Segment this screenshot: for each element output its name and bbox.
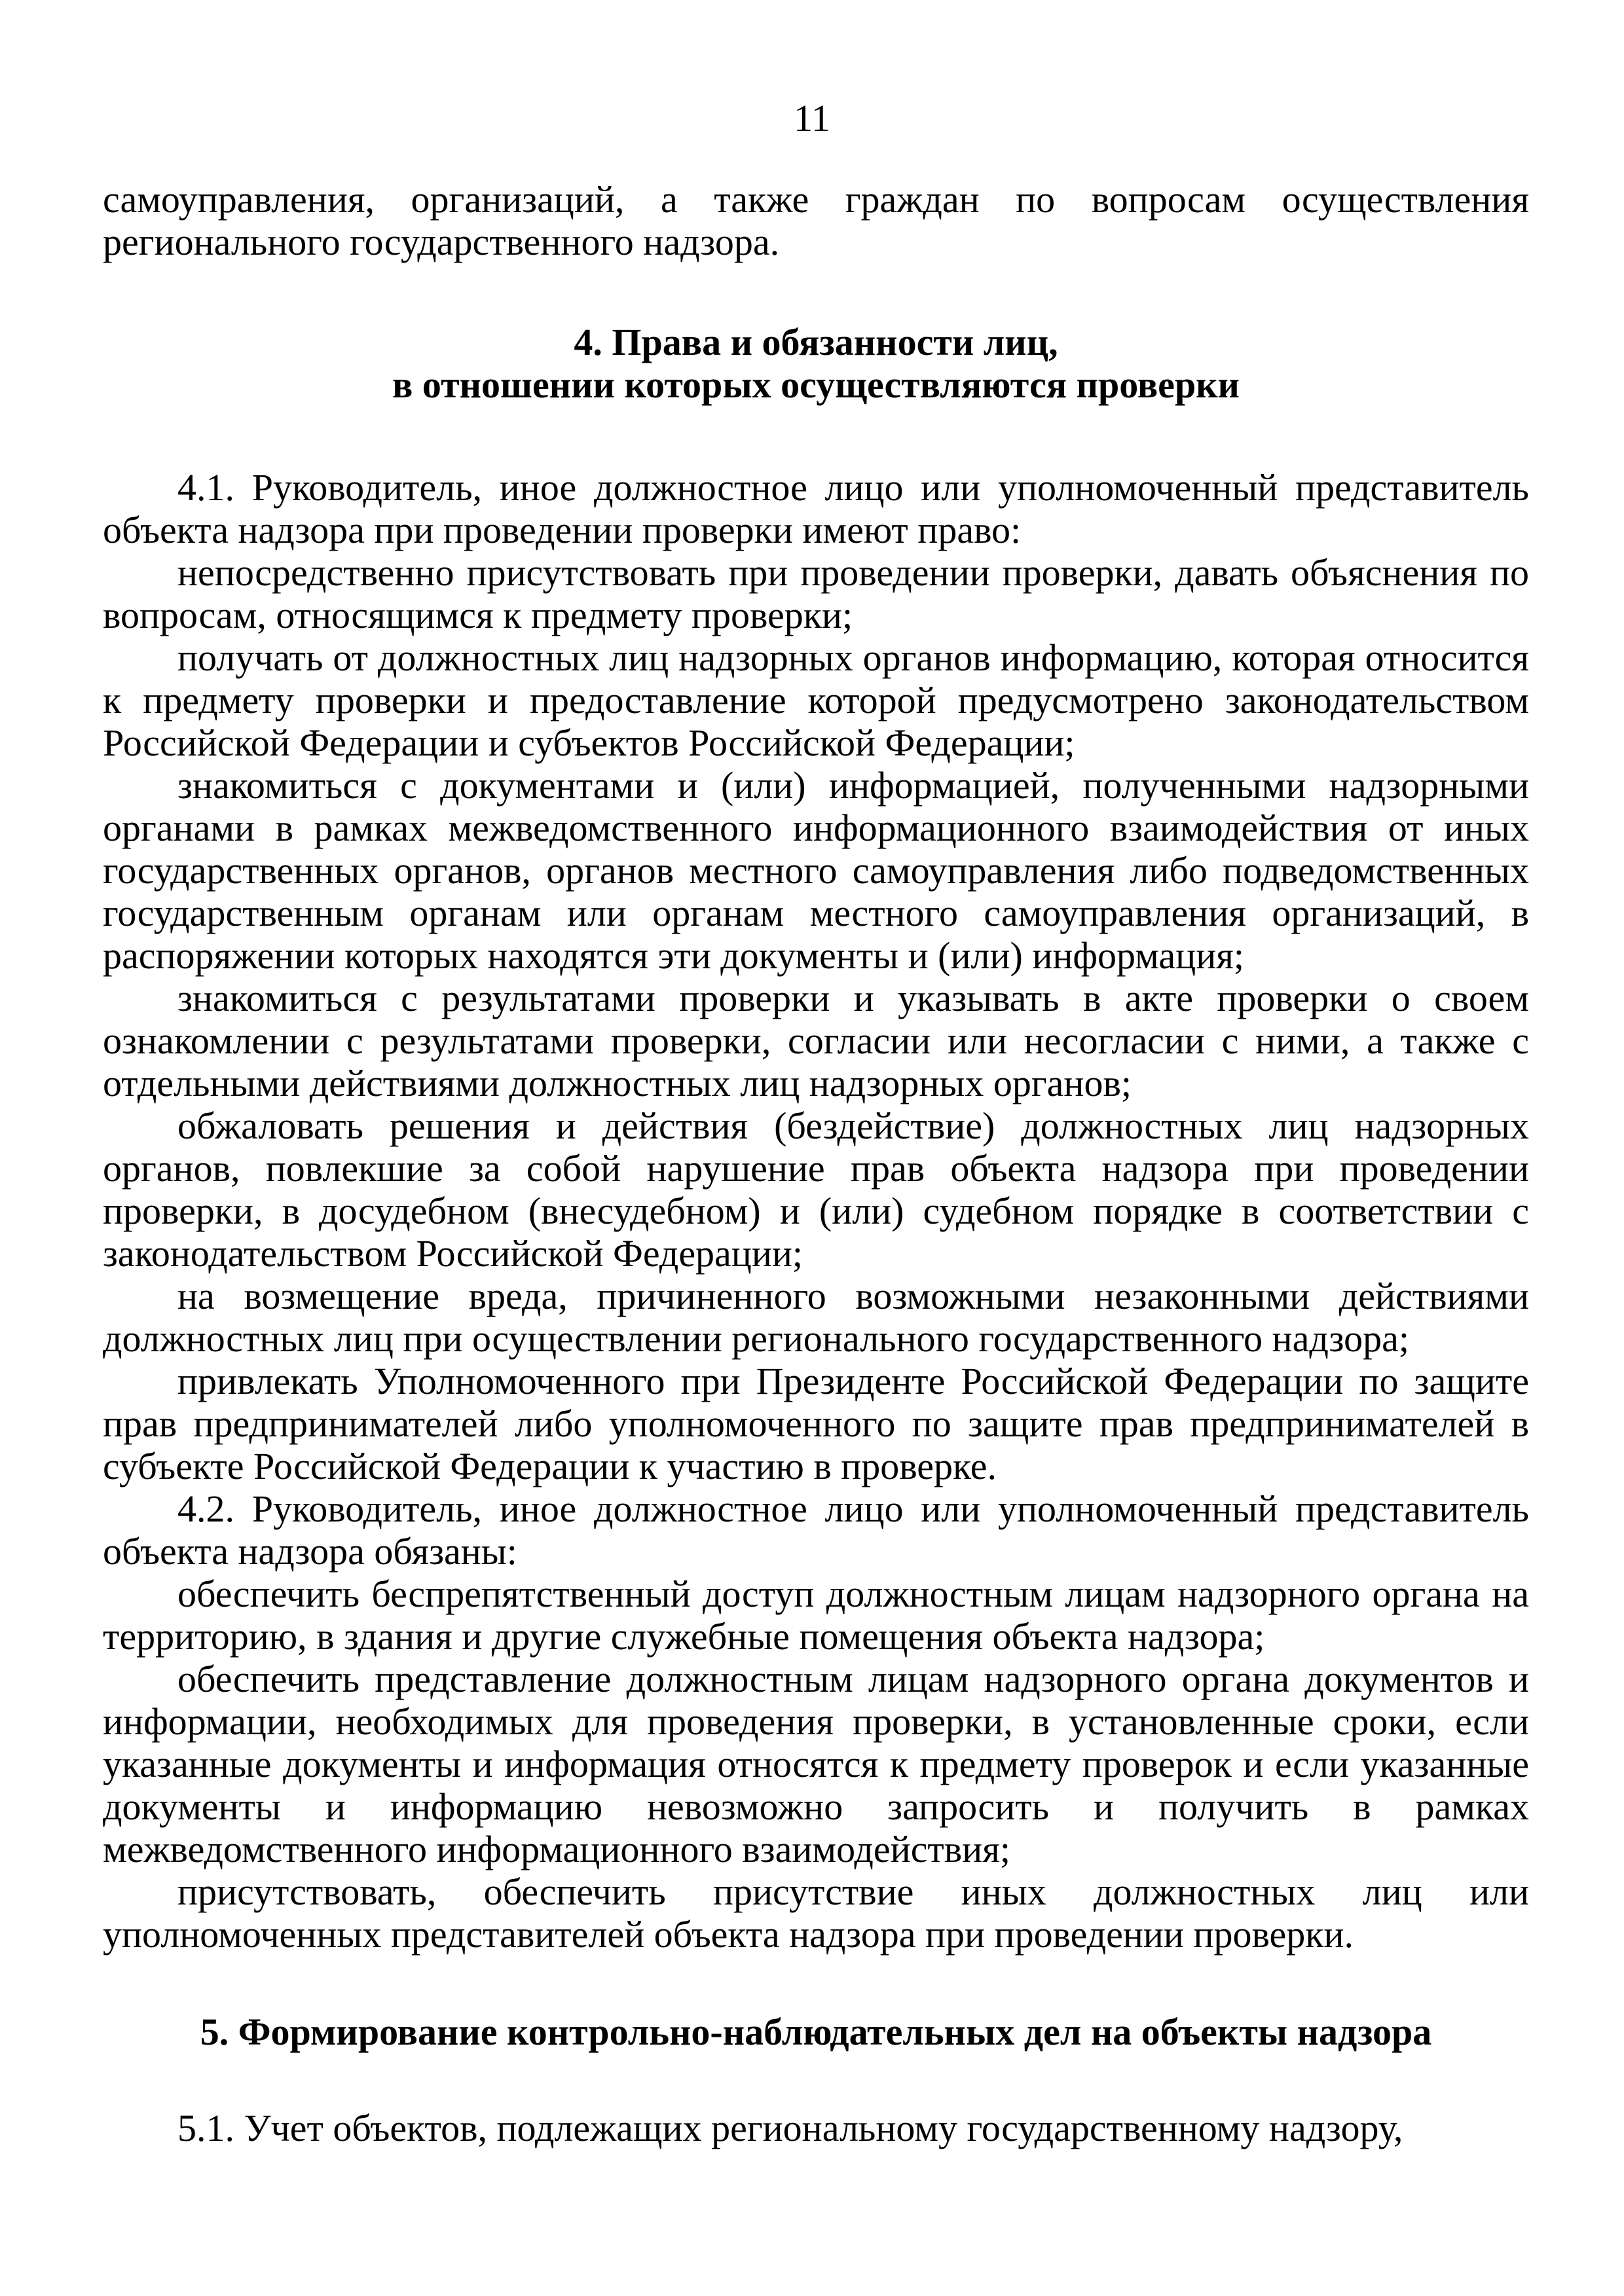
section-4-heading-line-1: 4. Права и обязанности лиц, bbox=[574, 321, 1058, 363]
list-item-right-present: непосредственно присутствовать при проведении проверки, давать объяснения по вопросам, относящимся к предмету проверки; bbox=[103, 551, 1529, 636]
page-number: 11 bbox=[794, 97, 830, 139]
section-4-body bbox=[103, 466, 1529, 1956]
section-5-heading: 5. Формирование контрольно-наблюдательных дел на объекты надзора bbox=[200, 2011, 1432, 2053]
section-4-heading-line-2: в отношении которых осуществляются проверки bbox=[392, 363, 1240, 406]
intro-paragraph: самоуправления, организаций, а также граждан по вопросам осуществления регионального государственного надзора. bbox=[103, 178, 1529, 263]
section-5-body bbox=[103, 2107, 1529, 2149]
list-item-right-review-results: знакомиться с результатами проверки и указывать в акте проверки о своем ознакомлении с результатами проверки, согласии или несогласии с ними, а также с отдельными действиями должностных лиц надзорных органов; bbox=[103, 977, 1529, 1104]
list-item-right-review-documents: знакомиться с документами и (или) информацией, полученными надзорными органами в рамках межведомственного информационного взаимодействия от иных государственных органов, органов местного самоуправления либо подведомственных государственным органам или органам местного самоуправления организаций, в распоряжении которых находятся эти документы и (или) информация; bbox=[103, 764, 1529, 977]
list-item-right-ombudsman: привлекать Уполномоченного при Президенте Российской Федерации по защите прав предпринимателей либо уполномоченного по защите прав предпринимателей в субъекте Российской Федерации к участию в проверке. bbox=[103, 1360, 1529, 1487]
list-item-duty-access: обеспечить беспрепятственный доступ должностным лицам надзорного органа на территорию, в здания и другие служебные помещения объекта надзора; bbox=[103, 1573, 1529, 1658]
list-item-right-appeal: обжаловать решения и действия (бездействие) должностных лиц надзорных органов, повлекшие за собой нарушение прав объекта надзора при проведении проверки, в досудебном (внесудебном) и (или) судебном порядке в соответствии с законодательством Российской Федерации; bbox=[103, 1104, 1529, 1275]
paragraph-4-2: 4.2. Руководитель, иное должностное лицо или уполномоченный представитель объекта надзора обязаны: bbox=[103, 1487, 1529, 1573]
list-item-right-receive-info: получать от должностных лиц надзорных органов информацию, которая относится к предмету проверки и предоставление которой предусмотрено законодательством Российской Федерации и субъектов Российской Федерации; bbox=[103, 636, 1529, 764]
paragraph-5-1: 5.1. Учет объектов, подлежащих региональному государственному надзору, bbox=[177, 2107, 1403, 2149]
paragraph-4-1: 4.1. Руководитель, иное должностное лицо или уполномоченный представитель объекта надзора при проведении проверки имеют право: bbox=[103, 466, 1529, 551]
section-4-heading bbox=[103, 321, 1529, 406]
page-content bbox=[103, 178, 1529, 2149]
list-item-duty-documents: обеспечить представление должностным лицам надзорного органа документов и информации, необходимых для проведения проверки, в установленные сроки, если указанные документы и информация относятся к предмету проверок и если указанные документы и информацию невозможно запросить и получить в рамках межведомственного информационного взаимодействия; bbox=[103, 1658, 1529, 1870]
list-item-duty-presence: присутствовать, обеспечить присутствие иных должностных лиц или уполномоченных представителей объекта надзора при проведении проверки. bbox=[103, 1870, 1529, 1956]
list-item-right-compensation: на возмещение вреда, причиненного возможными незаконными действиями должностных лиц при осуществлении регионального государственного надзора; bbox=[103, 1275, 1529, 1360]
